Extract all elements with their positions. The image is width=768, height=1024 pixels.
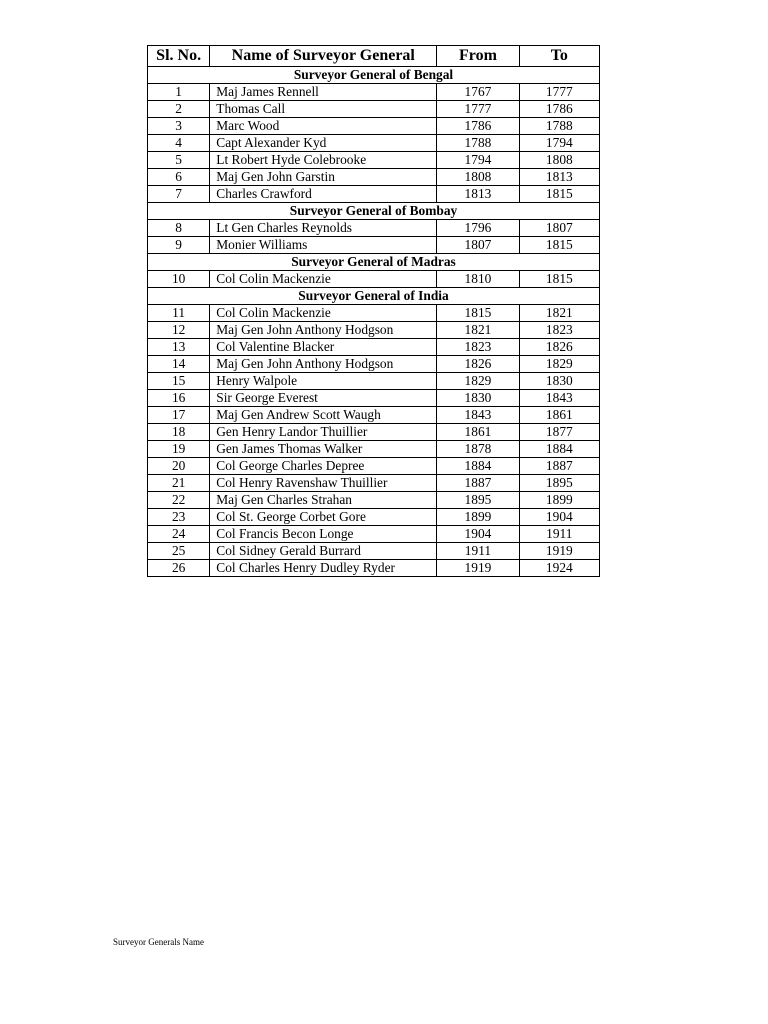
table-row — [148, 186, 600, 203]
cell-name: Gen Henry Landor Thuillier — [210, 424, 437, 441]
cell-from: 1767 — [437, 84, 519, 101]
cell-to: 1815 — [519, 271, 599, 288]
section-row — [148, 288, 600, 305]
header-name: Name of Surveyor General — [210, 46, 437, 67]
header-sl-no: Sl. No. — [148, 46, 210, 67]
cell-sl-no: 14 — [148, 356, 210, 373]
table-row — [148, 526, 600, 543]
table-row — [148, 543, 600, 560]
cell-from: 1861 — [437, 424, 519, 441]
cell-to: 1777 — [519, 84, 599, 101]
section-title: Surveyor General of Bengal — [148, 67, 600, 84]
cell-sl-no: 4 — [148, 135, 210, 152]
cell-sl-no: 21 — [148, 475, 210, 492]
cell-to: 1815 — [519, 237, 599, 254]
cell-to: 1887 — [519, 458, 599, 475]
cell-name: Charles Crawford — [210, 186, 437, 203]
cell-sl-no: 15 — [148, 373, 210, 390]
cell-name: Sir George Everest — [210, 390, 437, 407]
table-row — [148, 475, 600, 492]
table-row — [148, 390, 600, 407]
cell-name: Lt Gen Charles Reynolds — [210, 220, 437, 237]
table-row — [148, 407, 600, 424]
cell-from: 1895 — [437, 492, 519, 509]
cell-name: Lt Robert Hyde Colebrooke — [210, 152, 437, 169]
cell-sl-no: 2 — [148, 101, 210, 118]
cell-sl-no: 3 — [148, 118, 210, 135]
cell-from: 1810 — [437, 271, 519, 288]
header-to: To — [519, 46, 599, 67]
cell-sl-no: 22 — [148, 492, 210, 509]
cell-sl-no: 13 — [148, 339, 210, 356]
cell-sl-no: 11 — [148, 305, 210, 322]
cell-sl-no: 7 — [148, 186, 210, 203]
cell-name: Maj Gen John Anthony Hodgson — [210, 322, 437, 339]
cell-to: 1877 — [519, 424, 599, 441]
header-from: From — [437, 46, 519, 67]
cell-to: 1904 — [519, 509, 599, 526]
cell-from: 1821 — [437, 322, 519, 339]
cell-from: 1815 — [437, 305, 519, 322]
cell-to: 1829 — [519, 356, 599, 373]
cell-sl-no: 6 — [148, 169, 210, 186]
cell-sl-no: 9 — [148, 237, 210, 254]
cell-to: 1895 — [519, 475, 599, 492]
cell-to: 1826 — [519, 339, 599, 356]
cell-name: Col Sidney Gerald Burrard — [210, 543, 437, 560]
cell-from: 1823 — [437, 339, 519, 356]
cell-sl-no: 23 — [148, 509, 210, 526]
cell-name: Col Charles Henry Dudley Ryder — [210, 560, 437, 577]
surveyor-general-table — [147, 45, 600, 577]
cell-to: 1788 — [519, 118, 599, 135]
cell-sl-no: 24 — [148, 526, 210, 543]
cell-to: 1830 — [519, 373, 599, 390]
cell-name: Capt Alexander Kyd — [210, 135, 437, 152]
cell-sl-no: 20 — [148, 458, 210, 475]
cell-name: Col St. George Corbet Gore — [210, 509, 437, 526]
table-row — [148, 101, 600, 118]
table-row — [148, 492, 600, 509]
table-row — [148, 322, 600, 339]
table-row — [148, 169, 600, 186]
cell-to: 1919 — [519, 543, 599, 560]
cell-from: 1884 — [437, 458, 519, 475]
cell-name: Maj Gen John Anthony Hodgson — [210, 356, 437, 373]
section-title: Surveyor General of India — [148, 288, 600, 305]
cell-sl-no: 10 — [148, 271, 210, 288]
table-row — [148, 271, 600, 288]
cell-name: Col George Charles Depree — [210, 458, 437, 475]
header-row — [148, 46, 600, 67]
footer-label: Surveyor Generals Name — [113, 937, 204, 947]
cell-name: Marc Wood — [210, 118, 437, 135]
cell-from: 1904 — [437, 526, 519, 543]
cell-sl-no: 26 — [148, 560, 210, 577]
cell-name: Col Henry Ravenshaw Thuillier — [210, 475, 437, 492]
cell-name: Maj Gen Andrew Scott Waugh — [210, 407, 437, 424]
cell-to: 1861 — [519, 407, 599, 424]
cell-from: 1829 — [437, 373, 519, 390]
cell-from: 1807 — [437, 237, 519, 254]
cell-to: 1808 — [519, 152, 599, 169]
cell-from: 1808 — [437, 169, 519, 186]
cell-to: 1821 — [519, 305, 599, 322]
cell-to: 1899 — [519, 492, 599, 509]
section-title: Surveyor General of Bombay — [148, 203, 600, 220]
cell-name: Col Valentine Blacker — [210, 339, 437, 356]
cell-from: 1919 — [437, 560, 519, 577]
cell-sl-no: 16 — [148, 390, 210, 407]
table-row — [148, 424, 600, 441]
cell-to: 1884 — [519, 441, 599, 458]
cell-from: 1887 — [437, 475, 519, 492]
cell-from: 1899 — [437, 509, 519, 526]
cell-sl-no: 1 — [148, 84, 210, 101]
cell-to: 1786 — [519, 101, 599, 118]
cell-sl-no: 18 — [148, 424, 210, 441]
cell-from: 1786 — [437, 118, 519, 135]
section-row — [148, 254, 600, 271]
cell-from: 1796 — [437, 220, 519, 237]
cell-name: Maj James Rennell — [210, 84, 437, 101]
cell-to: 1911 — [519, 526, 599, 543]
table-row — [148, 560, 600, 577]
table-row — [148, 220, 600, 237]
cell-from: 1777 — [437, 101, 519, 118]
section-row — [148, 203, 600, 220]
cell-to: 1813 — [519, 169, 599, 186]
table-row — [148, 84, 600, 101]
cell-from: 1878 — [437, 441, 519, 458]
table-row — [148, 305, 600, 322]
cell-name: Col Colin Mackenzie — [210, 271, 437, 288]
cell-to: 1843 — [519, 390, 599, 407]
section-row — [148, 67, 600, 84]
cell-name: Col Colin Mackenzie — [210, 305, 437, 322]
cell-sl-no: 19 — [148, 441, 210, 458]
table-row — [148, 373, 600, 390]
table-row — [148, 458, 600, 475]
cell-from: 1830 — [437, 390, 519, 407]
cell-sl-no: 25 — [148, 543, 210, 560]
table-row — [148, 509, 600, 526]
cell-from: 1911 — [437, 543, 519, 560]
cell-to: 1807 — [519, 220, 599, 237]
cell-sl-no: 8 — [148, 220, 210, 237]
cell-name: Monier Williams — [210, 237, 437, 254]
cell-sl-no: 17 — [148, 407, 210, 424]
cell-name: Maj Gen John Garstin — [210, 169, 437, 186]
table-body — [148, 67, 600, 577]
cell-name: Gen James Thomas Walker — [210, 441, 437, 458]
table-row — [148, 152, 600, 169]
table-row — [148, 441, 600, 458]
cell-from: 1843 — [437, 407, 519, 424]
cell-name: Col Francis Becon Longe — [210, 526, 437, 543]
table-row — [148, 135, 600, 152]
cell-to: 1794 — [519, 135, 599, 152]
section-title: Surveyor General of Madras — [148, 254, 600, 271]
cell-name: Thomas Call — [210, 101, 437, 118]
table-row — [148, 118, 600, 135]
cell-from: 1813 — [437, 186, 519, 203]
cell-to: 1823 — [519, 322, 599, 339]
cell-from: 1826 — [437, 356, 519, 373]
cell-to: 1924 — [519, 560, 599, 577]
cell-name: Henry Walpole — [210, 373, 437, 390]
cell-sl-no: 12 — [148, 322, 210, 339]
cell-from: 1794 — [437, 152, 519, 169]
table-row — [148, 237, 600, 254]
table-row — [148, 356, 600, 373]
cell-to: 1815 — [519, 186, 599, 203]
table-row — [148, 339, 600, 356]
cell-sl-no: 5 — [148, 152, 210, 169]
cell-from: 1788 — [437, 135, 519, 152]
cell-name: Maj Gen Charles Strahan — [210, 492, 437, 509]
